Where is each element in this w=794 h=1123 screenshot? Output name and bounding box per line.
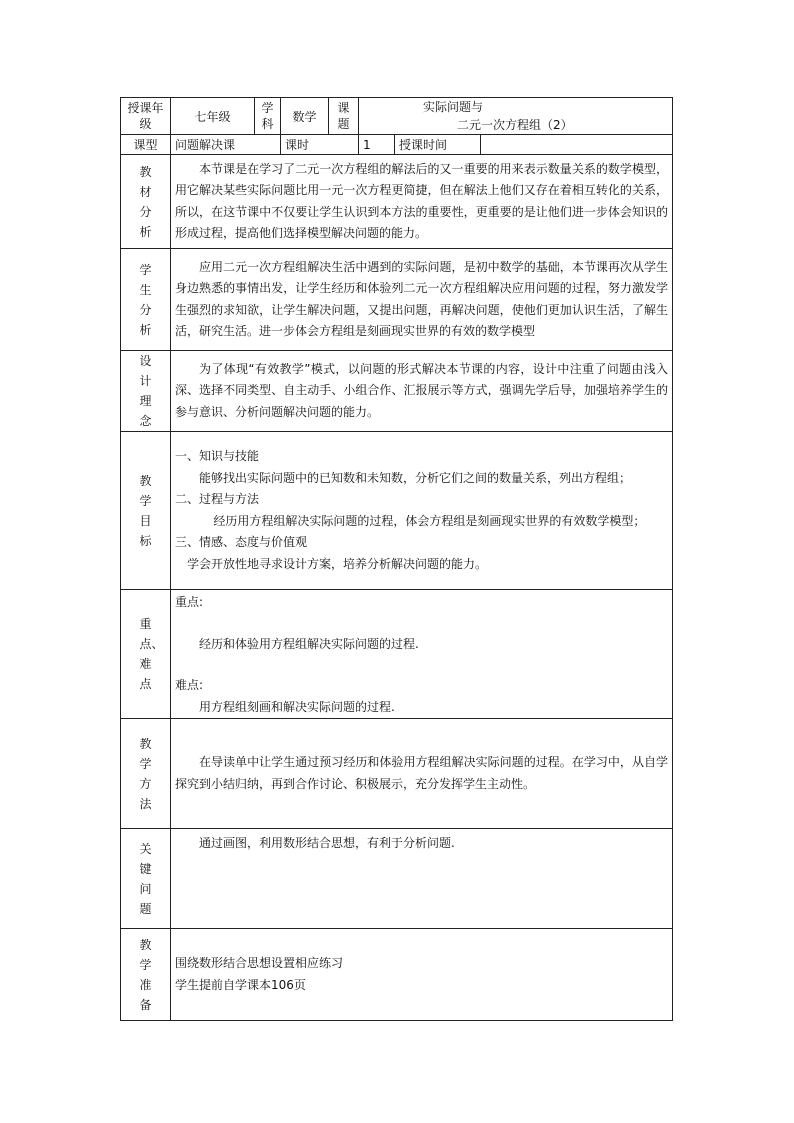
subject-label: 学科 <box>255 98 281 135</box>
design-label <box>121 351 171 432</box>
students-label-text: 学生分析 <box>139 262 152 337</box>
design-content <box>171 351 673 432</box>
objective-text-3: 学会开放性地寻求设计方案，培养分析解决问题的能力。 <box>187 556 488 571</box>
objectives-content <box>171 432 673 590</box>
topic-line-1: 实际问题与 <box>423 100 484 114</box>
preparation-content <box>171 929 673 1021</box>
textbook-text: 本节课是在学习了二元一次方程组的解法后的又一重要的用来表示数量关系的数学模型，用它解决某些实际问题比用一元一次方程更简捷，但在解法上他们又存在着相互转化的关系，所以，在这节课中不仅要让学生认识到本方法的重要性，更重要的是让他们进一步体会知识的形成过程，提高他们选择模型解决问题的能力。 <box>175 161 669 240</box>
textbook-row <box>121 155 673 249</box>
keypoints-label <box>121 590 171 719</box>
objective-heading-1: 一、知识与技能 <box>175 449 260 463</box>
methods-label-text: 教学方法 <box>139 736 152 811</box>
students-content <box>171 249 673 351</box>
header-row-2 <box>121 135 673 155</box>
design-row <box>121 351 673 432</box>
topic-label: 课题 <box>329 98 359 135</box>
time-label: 授课时间 <box>395 135 481 155</box>
textbook-label <box>121 155 171 249</box>
lesson-plan-table <box>120 97 673 1021</box>
preparation-line-2: 学生提前自学课本106页 <box>175 977 306 992</box>
subject-value: 数学 <box>281 98 329 135</box>
design-text: 为了体现“有效教学”模式，以问题的形式解决本节课的内容，设计中注重了问题由浅入深、选择不同类型、自主动手、小组合作、汇报展示等方式，强调先学后导，加强培养学生的参与意识、分析问题解决问题的能力。 <box>175 361 669 419</box>
students-label <box>121 249 171 351</box>
key-question-label <box>121 829 171 929</box>
grade-label: 授课年级 <box>121 98 171 135</box>
preparation-label <box>121 929 171 1021</box>
topic-line-2: 二元一次方程组（2） <box>457 118 573 132</box>
keypoints-row <box>121 590 673 719</box>
header-row-1 <box>121 98 673 135</box>
type-value: 问题解决课 <box>171 135 281 155</box>
key-title: 重点: <box>175 595 204 609</box>
difficulty-title: 难点: <box>175 678 204 692</box>
methods-text: 在导读单中让学生通过预习经历和体验用方程组解决实际问题的过程。在学习中，从自学探究到小结归纳，再到合作讨论、积极展示，充分发挥学生主动性。 <box>175 755 669 791</box>
methods-label <box>121 719 171 829</box>
time-value <box>481 135 673 155</box>
topic-value <box>359 98 673 135</box>
keypoints-content <box>171 590 673 719</box>
key-question-content <box>171 829 673 929</box>
difficulty-text: 用方程组刻画和解决实际问题的过程. <box>199 699 395 714</box>
objective-heading-2: 二、过程与方法 <box>175 492 260 506</box>
objective-text-1: 能够找出实际问题中的已知数和未知数，分析它们之间的数量关系，列出方程组； <box>199 470 632 485</box>
textbook-content <box>171 155 673 249</box>
students-row <box>121 249 673 351</box>
textbook-label-text: 教材分析 <box>139 164 152 239</box>
design-label-text: 设计理念 <box>139 354 152 428</box>
keypoints-label-text: 重点、难点 <box>139 617 164 691</box>
period-value: 1 <box>359 135 395 155</box>
preparation-line-1: 围绕数形结合思想设置相应练习 <box>175 956 344 970</box>
objectives-label <box>121 432 171 590</box>
objectives-row <box>121 432 673 590</box>
objective-heading-3: 三、情感、态度与价值观 <box>175 535 308 549</box>
preparation-label-text: 教学准备 <box>139 937 152 1012</box>
grade-value: 七年级 <box>171 98 255 135</box>
objective-text-2: 经历用方程组解决实际问题的过程，体会方程组是刻画现实世界的有效数学模型； <box>213 513 646 528</box>
type-label: 课型 <box>121 135 171 155</box>
period-label: 课时 <box>281 135 359 155</box>
key-text: 经历和体验用方程组解决实际问题的过程. <box>199 636 419 651</box>
key-question-row <box>121 829 673 929</box>
key-question-label-text: 关键问题 <box>139 841 152 916</box>
methods-content <box>171 719 673 829</box>
students-text: 应用二元一次方程组解决生活中遇到的实际问题，是初中数学的基础，本节课再次从学生身边熟悉的事情出发，让学生经历和体验列二元一次方程组解决应用问题的过程，努力激发学生强烈的求知欲，让学生解决问题，又提出问题，再解决问题，使他们更加认识生活，了解生活，研究生活。进一步体会方程组是刻画现实世界的有效的数学模型 <box>175 259 669 338</box>
key-question-text: 通过画图，利用数形结合思想，有利于分析问题. <box>199 836 455 850</box>
preparation-row <box>121 929 673 1021</box>
methods-row <box>121 719 673 829</box>
objectives-label-text: 教学目标 <box>139 473 152 548</box>
